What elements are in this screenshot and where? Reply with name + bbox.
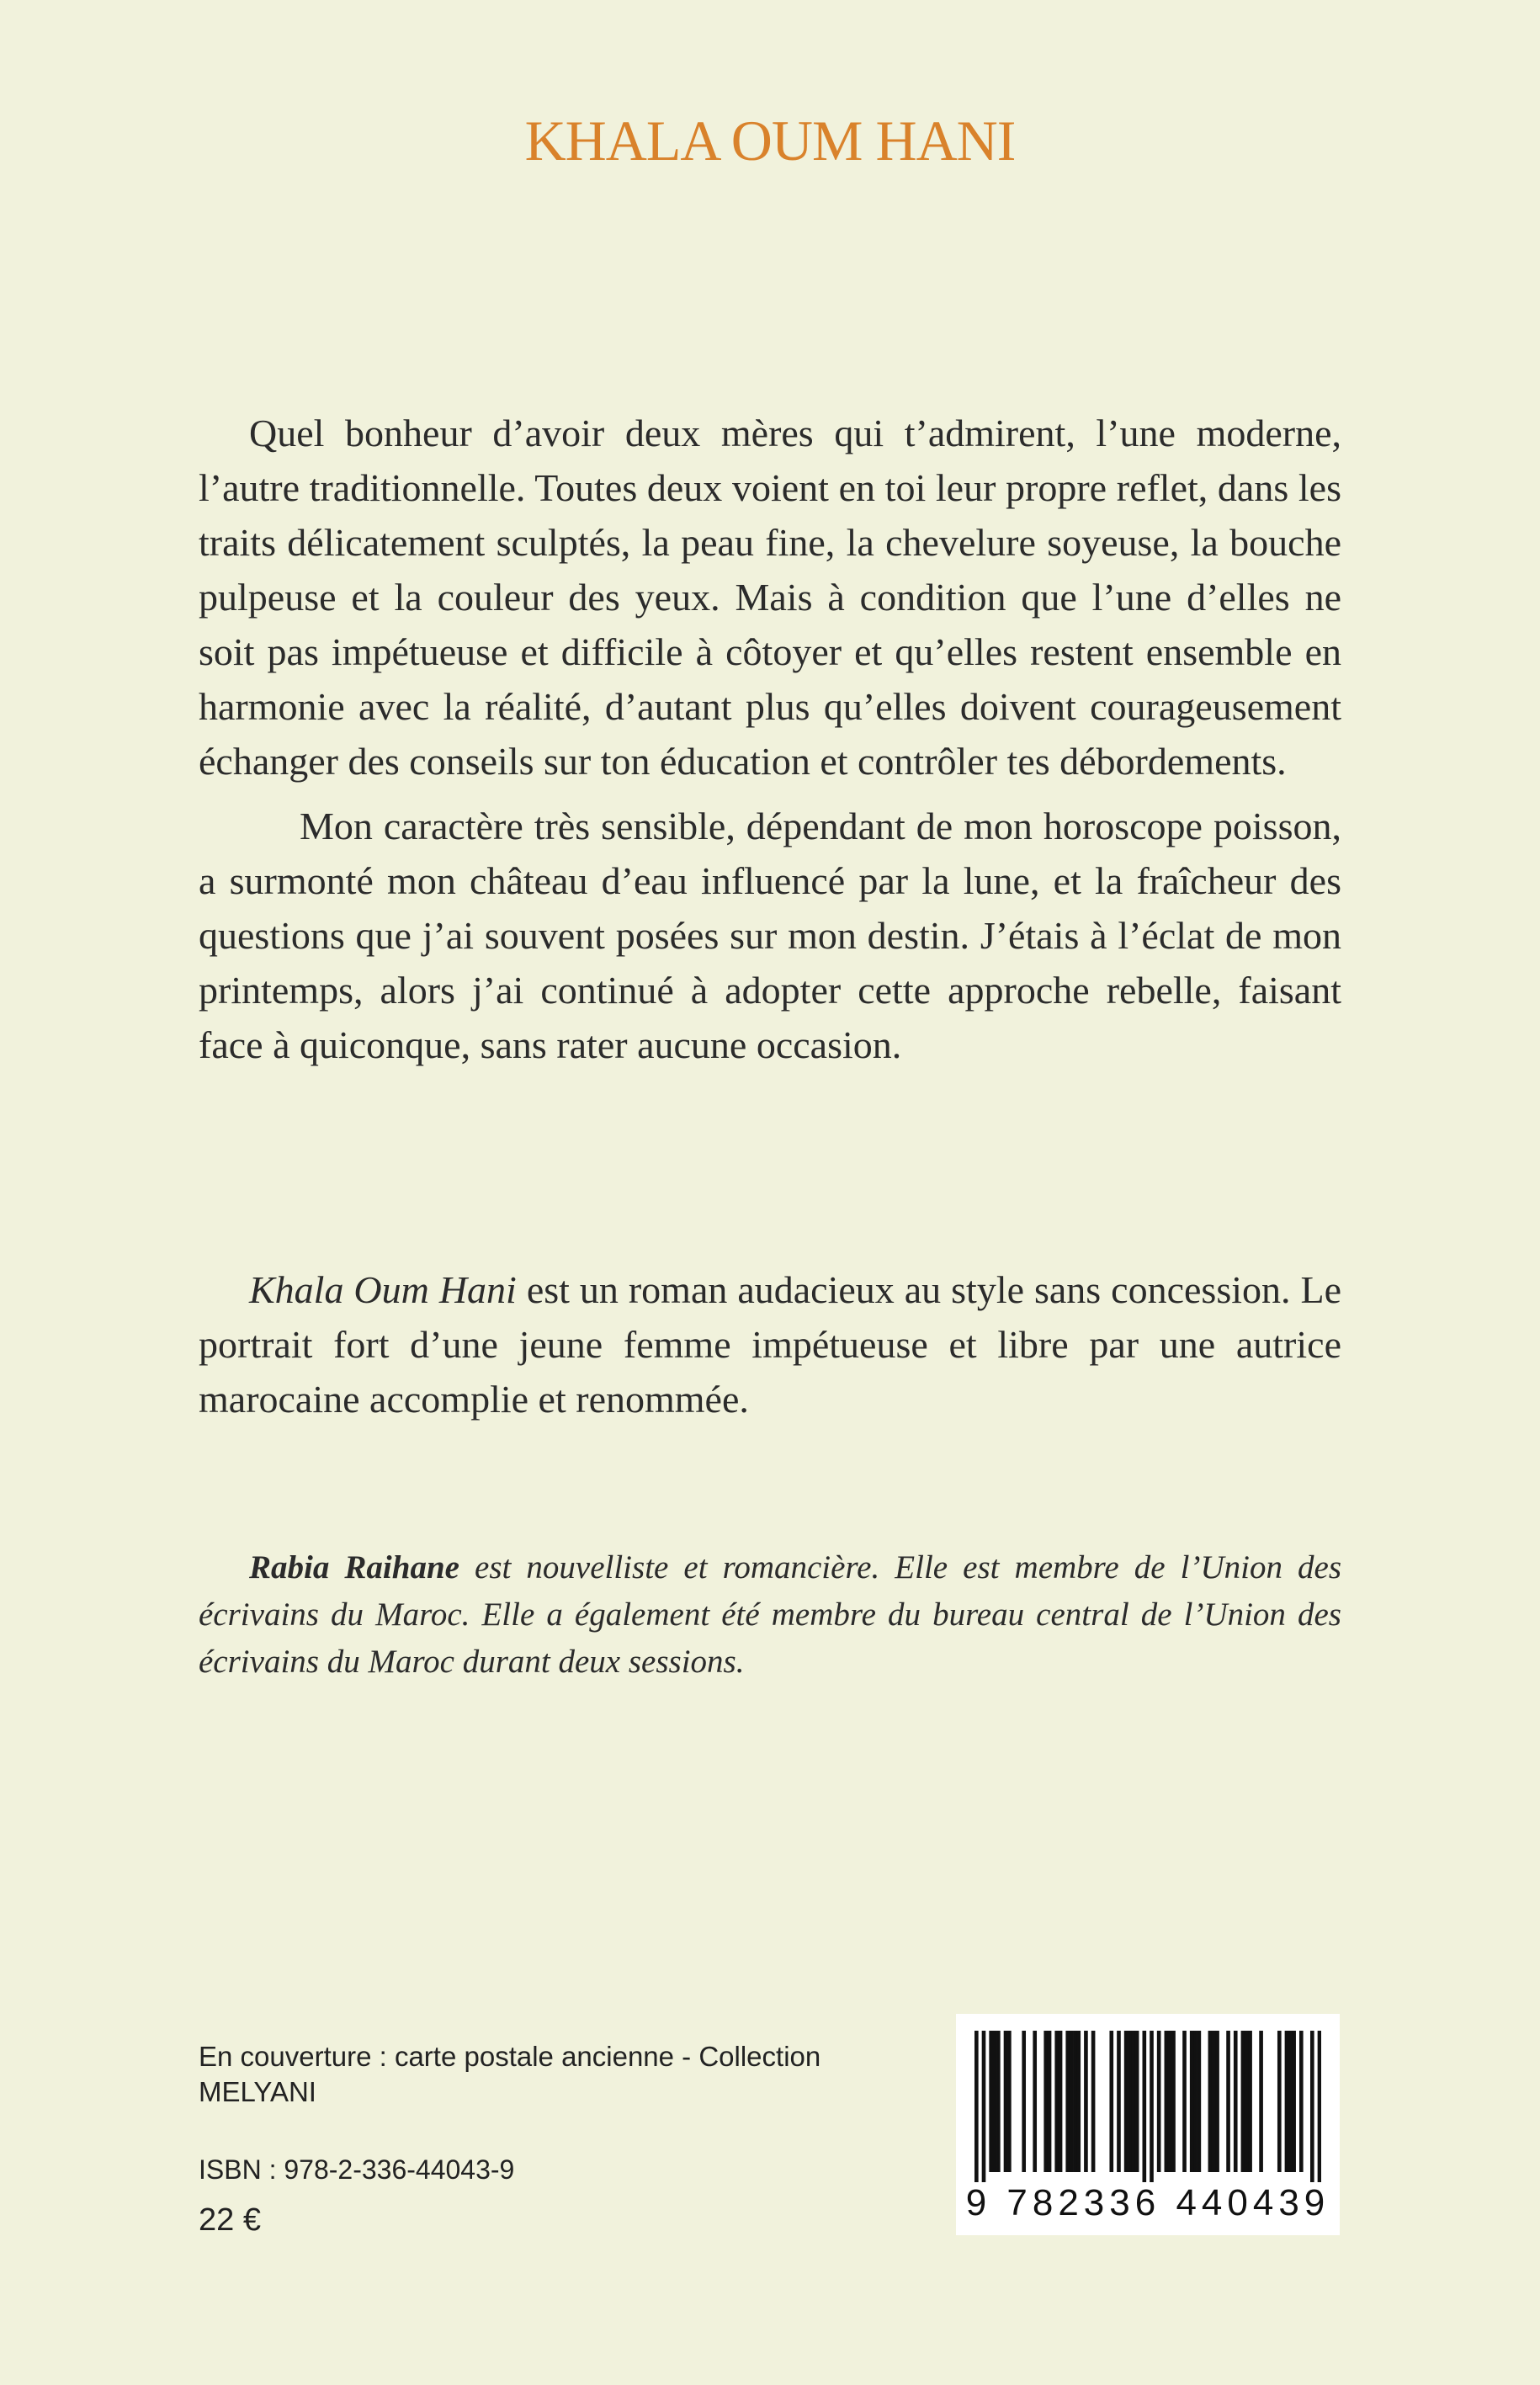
barcode-bar	[1171, 2031, 1176, 2172]
barcode-bar	[1285, 2031, 1289, 2172]
summary-book-title: Khala Oum Hani	[249, 1268, 517, 1311]
author-name: Rabia Raihane	[249, 1549, 459, 1586]
author-bio-paragraph	[199, 1544, 1341, 1686]
barcode-bar	[1190, 2031, 1194, 2172]
barcode-bar	[989, 2031, 993, 2172]
barcode-bar	[1065, 2031, 1070, 2172]
barcode-bar	[1318, 2031, 1321, 2182]
barcode-bar	[1091, 2031, 1096, 2172]
barcode-bar	[1076, 2031, 1081, 2172]
book-title: KHALA OUM HANI	[524, 109, 1016, 173]
blurb-paragraph-2: Mon caractère très sensible, dépendant de mon horoscope poisson, a surmonté mon château d’eau influencé par la lune, et la fraîcheur des questions que j’ai souvent posées sur mon destin. J’étais à l’éclat de mon printemps, alors j’ai continué à adopter cette approche rebelle, faisant face à quiconque, sans rater aucune occasion.	[199, 805, 1341, 1066]
barcode-bar	[1157, 2031, 1161, 2172]
barcode-bar	[1043, 2031, 1048, 2172]
barcode-bar	[1004, 2031, 1008, 2172]
barcode-bar	[1150, 2031, 1154, 2182]
barcode-bar	[1212, 2031, 1216, 2172]
barcode-bar	[1292, 2031, 1296, 2172]
barcode-bar	[1131, 2031, 1135, 2172]
barcode-bar	[1248, 2031, 1252, 2172]
barcode-bar	[1054, 2031, 1059, 2172]
barcode-bar	[1165, 2031, 1169, 2172]
barcode-bar	[1182, 2031, 1187, 2172]
barcode-bar	[1310, 2031, 1314, 2182]
barcode-bar	[1215, 2031, 1219, 2172]
barcode-bar	[1197, 2031, 1202, 2172]
barcode-bar	[1128, 2031, 1132, 2172]
barcode-bar	[1168, 2031, 1172, 2172]
isbn-label: ISBN : 978-2-336-44043-9	[199, 2154, 515, 2185]
barcode-bar	[1245, 2031, 1249, 2172]
barcode-bar	[1299, 2031, 1304, 2172]
barcode-bar	[1073, 2031, 1077, 2172]
barcode-bar	[1033, 2031, 1037, 2172]
author-bio-text: est nouvelliste et romancière. Elle est membre de l’Union des écrivains du Maroc. Elle a également été membre du bureau central de l’Union des écrivains du Maroc durant deux sessions.	[199, 1549, 1342, 1680]
barcode-bar	[993, 2031, 997, 2172]
barcode-bar	[1059, 2031, 1063, 2172]
barcode-bar	[1193, 2031, 1197, 2172]
barcode-bar	[1007, 2031, 1012, 2172]
barcode-bar	[982, 2031, 986, 2182]
price-label: 22 €	[199, 2202, 261, 2238]
barcode-bar	[1241, 2031, 1245, 2172]
barcode-bar	[1142, 2031, 1146, 2182]
barcode-bar	[1048, 2031, 1052, 2172]
summary-text: est un roman audacieux au style sans concession. Le portrait fort d’une jeune femme impétueuse et libre par une autrice marocaine accomplie et renommée.	[199, 1268, 1341, 1421]
summary-section	[199, 1262, 1341, 1426]
barcode-bar	[1259, 2031, 1263, 2172]
barcode-bars	[974, 2031, 1321, 2182]
barcode-bar	[1208, 2031, 1213, 2172]
barcode	[956, 2014, 1340, 2235]
barcode-bar	[996, 2031, 1001, 2172]
barcode-bar	[1135, 2031, 1139, 2172]
barcode-bar	[1288, 2031, 1293, 2172]
blurb-paragraph-1: Quel bonheur d’avoir deux mères qui t’admirent, l’une moderne, l’autre traditionnelle. Toutes deux voient en toi leur propre reflet, dans les traits délicatement sculptés, la peau fine, la chevelure soyeuse, la bouche pulpeuse et la couleur des yeux. Mais à condition que l’une d’elles ne soit pas impétueuse et difficile à côtoyer et qu’elles restent ensemble en harmonie avec la réalité, d’autant plus qu’elles doivent courageusement échanger des conseils sur ton éducation et contrôler tes débordements.	[199, 412, 1341, 783]
barcode-bar	[1124, 2031, 1128, 2172]
summary-paragraph	[199, 1262, 1341, 1426]
cover-credits: En couverture : carte postale ancienne - Collection MELYANI	[199, 2041, 821, 2107]
blurb-section	[199, 406, 1341, 1072]
barcode-digits: 9 782336 440439	[965, 2182, 1330, 2223]
barcode-bar	[1084, 2031, 1088, 2172]
barcode-bar	[1277, 2031, 1282, 2172]
barcode-bar	[1117, 2031, 1121, 2172]
barcode-bar	[974, 2031, 979, 2182]
barcode-bar	[1234, 2031, 1238, 2172]
author-bio-section	[199, 1544, 1341, 1686]
barcode-bar	[1226, 2031, 1230, 2172]
barcode-bar	[1070, 2031, 1074, 2172]
barcode-bar	[1022, 2031, 1026, 2172]
barcode-bar	[1109, 2031, 1113, 2172]
